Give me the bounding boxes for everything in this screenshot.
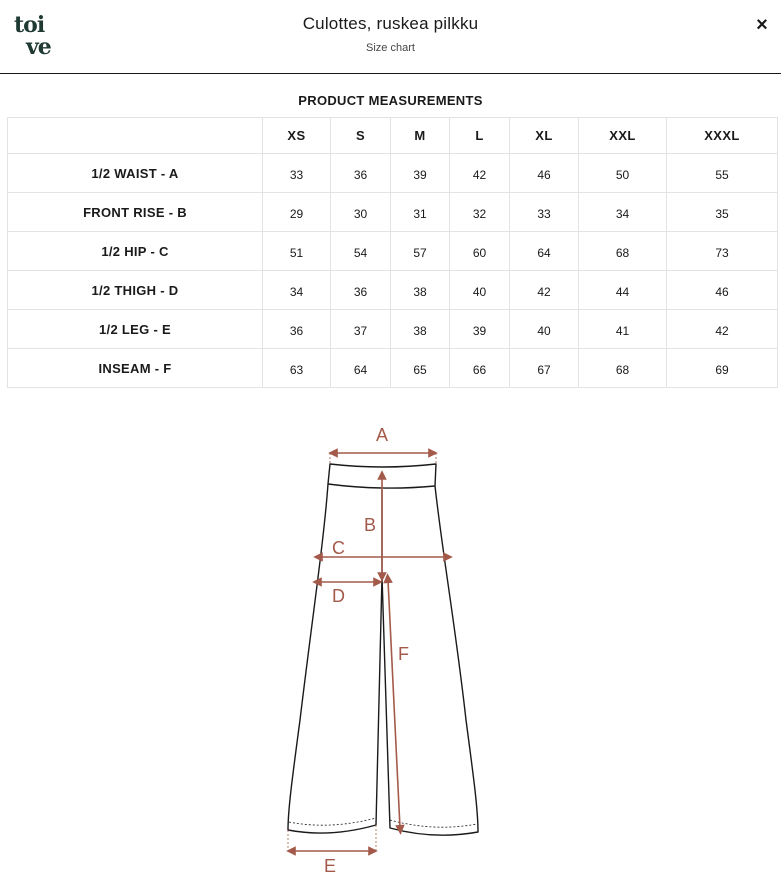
table-row: [8, 271, 778, 310]
measurement-cell: 64: [331, 349, 391, 388]
measurement-cell: 34: [263, 271, 331, 310]
measurement-cell: 36: [263, 310, 331, 349]
measurement-cell: 64: [510, 232, 579, 271]
brand-logo: toi ve: [14, 12, 51, 60]
measurement-cell: 33: [263, 154, 331, 193]
measurement-cell: 69: [667, 349, 778, 388]
measurement-cell: 65: [391, 349, 450, 388]
measurement-cell: 37: [331, 310, 391, 349]
size-header: XS: [263, 118, 331, 154]
table-header-row: [8, 118, 778, 154]
label-f: F: [398, 644, 409, 664]
size-header: S: [331, 118, 391, 154]
culottes-measurement-diagram: [270, 420, 500, 877]
measurement-cell: 38: [391, 310, 450, 349]
label-c: C: [332, 538, 345, 558]
measurement-cell: 30: [331, 193, 391, 232]
measurement-cell: 29: [263, 193, 331, 232]
measurement-cell: 66: [450, 349, 510, 388]
pants-outline: [288, 464, 478, 835]
measurement-cell: 36: [331, 271, 391, 310]
measurement-cell: 54: [331, 232, 391, 271]
measurement-cell: 51: [263, 232, 331, 271]
size-header: XL: [510, 118, 579, 154]
size-header: XXXL: [667, 118, 778, 154]
row-label: 1/2 LEG - E: [8, 310, 263, 349]
measurement-cell: 46: [510, 154, 579, 193]
section-title: PRODUCT MEASUREMENTS: [298, 93, 483, 108]
size-header: XXL: [579, 118, 667, 154]
measurement-cell: 44: [579, 271, 667, 310]
row-label: 1/2 THIGH - D: [8, 271, 263, 310]
measurement-cell: 33: [510, 193, 579, 232]
label-e: E: [324, 856, 337, 876]
label-d: D: [332, 586, 345, 606]
measurement-cell: 39: [450, 310, 510, 349]
table-row: [8, 154, 778, 193]
measurement-cell: 67: [510, 349, 579, 388]
size-chart-subtitle: Size chart: [366, 42, 415, 54]
measurement-cell: 68: [579, 232, 667, 271]
row-label: INSEAM - F: [8, 349, 263, 388]
table-row: [8, 310, 778, 349]
measurement-cell: 50: [579, 154, 667, 193]
size-header: M: [391, 118, 450, 154]
measurement-cell: 41: [579, 310, 667, 349]
measurement-cell: 38: [391, 271, 450, 310]
measurement-arrows: [288, 450, 451, 855]
measurement-cell: 46: [667, 271, 778, 310]
measurement-cell: 63: [263, 349, 331, 388]
measurement-cell: 57: [391, 232, 450, 271]
measurement-cell: 40: [510, 310, 579, 349]
label-b: B: [364, 515, 377, 535]
product-title: Culottes, ruskea pilkku: [302, 14, 479, 33]
table-row: [8, 232, 778, 271]
table-header-blank: [8, 118, 263, 154]
measurement-cell: 42: [510, 271, 579, 310]
measurement-cell: 68: [579, 349, 667, 388]
measurement-cell: 60: [450, 232, 510, 271]
measurement-cell: 42: [667, 310, 778, 349]
measurement-cell: 73: [667, 232, 778, 271]
close-button[interactable]: [751, 14, 773, 36]
measurement-cell: 55: [667, 154, 778, 193]
measurement-cell: 32: [450, 193, 510, 232]
measurements-table: [7, 117, 778, 388]
modal-header: [0, 0, 781, 74]
row-label: 1/2 WAIST - A: [8, 154, 263, 193]
label-a: A: [376, 425, 389, 445]
close-icon[interactable]: ×: [756, 14, 768, 36]
row-label: 1/2 HIP - C: [8, 232, 263, 271]
size-header: L: [450, 118, 510, 154]
measurement-cell: 42: [450, 154, 510, 193]
measurement-cell: 39: [391, 154, 450, 193]
measurement-cell: 40: [450, 271, 510, 310]
measurement-cell: 35: [667, 193, 778, 232]
row-label: FRONT RISE - B: [8, 193, 263, 232]
measurement-cell: 36: [331, 154, 391, 193]
measurement-cell: 31: [391, 193, 450, 232]
table-row: [8, 349, 778, 388]
measurement-cell: 34: [579, 193, 667, 232]
table-row: [8, 193, 778, 232]
